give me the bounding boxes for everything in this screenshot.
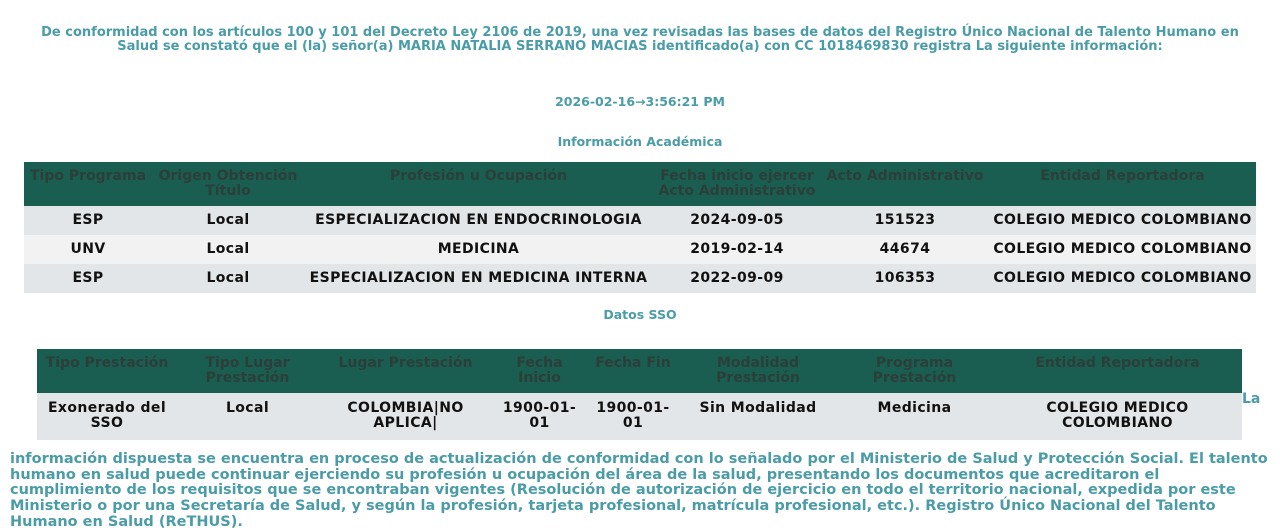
column-header: Fecha inicio ejercer Acto Administrativo xyxy=(653,162,821,206)
table-cell: MEDICINA xyxy=(304,235,653,264)
sso-header-row xyxy=(37,349,1242,393)
table-cell: 2019-02-14 xyxy=(653,235,821,264)
sso-section-title: Datos SSO xyxy=(603,307,677,322)
column-header: Origen Obtención Título xyxy=(152,162,304,206)
column-header: Lugar Prestación xyxy=(318,349,493,393)
column-header: Fecha Inicio xyxy=(493,349,586,393)
academic-info-table xyxy=(24,162,1256,293)
table-cell: Medicina xyxy=(836,393,993,440)
table-cell: 2024-09-05 xyxy=(653,206,821,235)
intro-statement: De conformidad con los artículos 100 y 101 del Decreto Ley 2106 de 2019, una vez revisadas las bases de datos del Registro Único Nacional de Talento Humano en Salud se constató que el (la) señor(a) MARIA NATALIA SERRANO MACIAS identificado(a) con CC 1018469830 registra La siguiente información: xyxy=(41,25,1239,54)
column-header: Entidad Reportadora xyxy=(989,162,1256,206)
column-header: Acto Administrativo xyxy=(821,162,989,206)
column-header: Tipo Programa xyxy=(24,162,152,206)
table-cell: Local xyxy=(152,206,304,235)
column-header: Tipo Prestación xyxy=(37,349,177,393)
table-cell: Exonerado del SSO xyxy=(37,393,177,440)
table-cell: COLEGIO MEDICO COLOMBIANO xyxy=(993,393,1242,440)
table-cell: Local xyxy=(152,235,304,264)
table-cell: COLOMBIA|NO APLICA| xyxy=(318,393,493,440)
column-header: Profesión u Ocupación xyxy=(304,162,653,206)
table-row xyxy=(24,235,1256,264)
table-cell: Local xyxy=(152,264,304,293)
column-header: Modalidad Prestación xyxy=(680,349,836,393)
table-cell: Local xyxy=(177,393,318,440)
academic-section-title: Información Académica xyxy=(557,134,723,149)
table-cell: COLEGIO MEDICO COLOMBIANO xyxy=(989,264,1256,293)
table-cell: 1900-01-01 xyxy=(586,393,680,440)
table-cell: 44674 xyxy=(821,235,989,264)
table-cell: 1900-01-01 xyxy=(493,393,586,440)
table-cell: 2022-09-09 xyxy=(653,264,821,293)
table-row xyxy=(24,264,1256,293)
sso-info-table xyxy=(37,349,1242,440)
academic-header-row xyxy=(24,162,1256,206)
table-cell: Sin Modalidad xyxy=(680,393,836,440)
column-header: Entidad Reportadora xyxy=(993,349,1242,393)
table-row xyxy=(24,206,1256,235)
table-cell: COLEGIO MEDICO COLOMBIANO xyxy=(989,206,1256,235)
table-cell: ESP xyxy=(24,206,152,235)
table-cell: ESPECIALIZACION EN ENDOCRINOLOGIA xyxy=(304,206,653,235)
table-cell: ESPECIALIZACION EN MEDICINA INTERNA xyxy=(304,264,653,293)
table-cell: 151523 xyxy=(821,206,989,235)
column-header: Tipo Lugar Prestación xyxy=(177,349,318,393)
column-header: Fecha Fin xyxy=(586,349,680,393)
update-notice: información dispuesta se encuentra en proceso de actualización de conformidad con lo señalado por el Ministerio de Salud y Protección Social. El talento humano en salud puede continuar ejerciendo su profesión u ocupación del área de la salud, presentando los documentos que acreditaron el cumplimiento de los requisitos que se encontraban vigentes (Resolución de autorización de ejercicio en todo el territorio nacional, expedida por este Ministerio o por una Secretaría de Salud, y según la profesión, tarjeta profesional, matrícula profesional, etc.). Registro Único Nacional del Talento Humano en Salud (ReTHUS). xyxy=(10,451,1268,530)
table-cell: ESP xyxy=(24,264,152,293)
table-row xyxy=(37,393,1242,440)
table-cell: UNV xyxy=(24,235,152,264)
column-header: Programa Prestación xyxy=(836,349,993,393)
query-timestamp: 2026-02-16→3:56:21 PM xyxy=(555,94,725,109)
table-cell: COLEGIO MEDICO COLOMBIANO xyxy=(989,235,1256,264)
notice-lead-word: La xyxy=(1242,391,1261,407)
table-cell: 106353 xyxy=(821,264,989,293)
